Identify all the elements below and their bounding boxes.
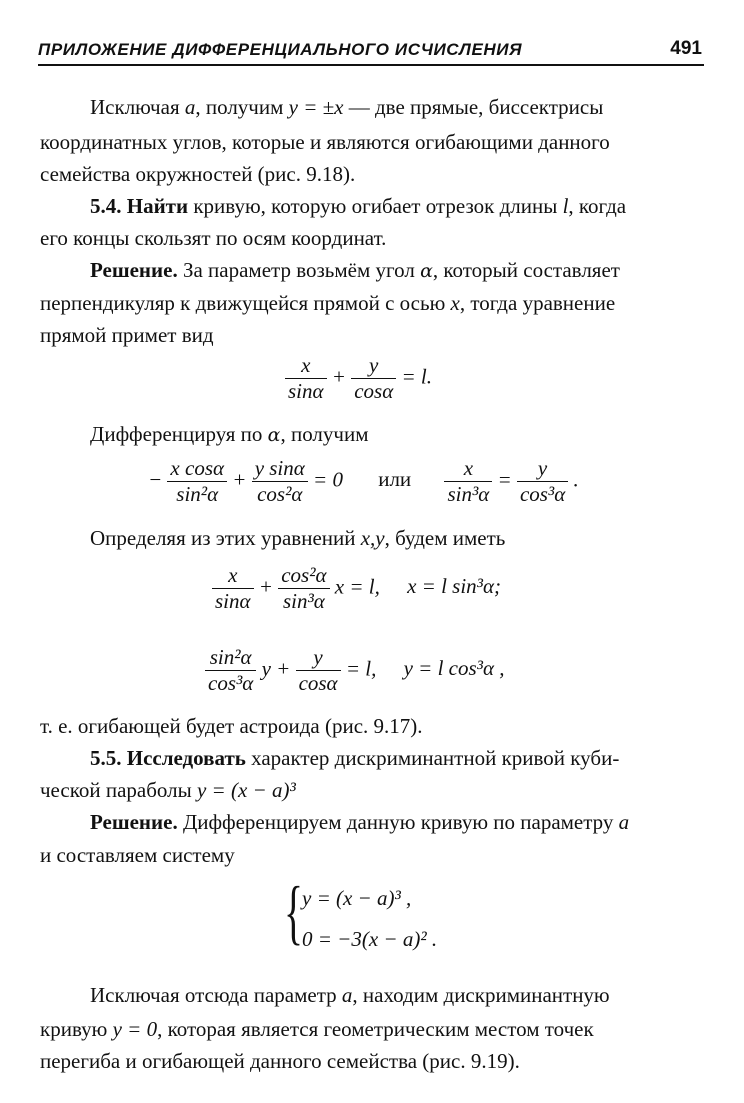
solution-5-4-line-3: прямой примет вид: [40, 323, 214, 347]
astroid-conclusion: т. е. огибающей будет астроида (рис. 9.17).: [40, 714, 423, 738]
paragraph-1-line-2: координатных углов, которые и являются огибающими данного: [40, 130, 610, 154]
problem-5-5-line-1: 5.5. Исследовать характер дискриминантной кривой куби-: [90, 746, 620, 770]
final-paragraph-line-1: Исключая отсюда параметр a, находим дискриминантную: [90, 983, 610, 1007]
solution-5-4-line-2: перпендикуляр к движущейся прямой с осью x, тогда уравнение: [40, 291, 616, 315]
differentiate-line: Дифференцируя по α, получим: [90, 422, 369, 446]
problem-5-4-line-2: его концы скользят по осям координат.: [40, 226, 387, 250]
system-equation-1: y = (x − a)³ ,: [302, 886, 412, 910]
final-paragraph-line-2: кривую y = 0, которая является геометрическим местом точек: [40, 1017, 594, 1041]
equation-y-solution: $\frac{\text{sin²α}}{\text{cos³α}}$ y + $\frac{y}{\cos\alpha}$ = l, y = l cos³α ,: [205, 647, 505, 694]
running-header-title: ПРИЛОЖЕНИЕ ДИФФЕРЕНЦИАЛЬНОГО ИСЧИСЛЕНИЯ: [38, 40, 523, 59]
problem-5-4-line-1: 5.4. Найти кривую, которую огибает отрезок длины l, когда: [90, 194, 627, 218]
paragraph-1-line-1: Исключая a, получим y = ±x — две прямые, биссектрисы: [90, 95, 604, 119]
final-paragraph-line-3: перегиба и огибающей данного семейства (рис. 9.19).: [40, 1049, 520, 1073]
solution-5-5-line-1: Решение. Дифференцируем данную кривую по параметру a: [90, 810, 630, 834]
solution-5-4-line-1: Решение. За параметр возьмём угол α, который составляет: [90, 258, 620, 282]
paragraph-1-line-3: семейства окружностей (рис. 9.18).: [40, 162, 356, 186]
problem-5-5-line-2: ческой параболы y = (x − a)³: [40, 778, 296, 802]
determine-line: Определяя из этих уравнений x,y, будем иметь: [90, 526, 506, 550]
system-brace: {: [284, 872, 304, 952]
header-rule: [38, 64, 704, 66]
equation-line-of-segment: $\frac{x}{\sin\alpha}$ + $\frac{y}{\cos\alpha}$ = l.: [285, 355, 432, 402]
system-equation-2: 0 = −3(x − a)² .: [302, 927, 438, 951]
equation-derivative: − $\frac{\text{x cosα}}{\text{sin²α}}$ + $\frac{\text{y sinα}}{\text{cos²α}}$ = 0 или $\frac{x}{\text{sin³α}}$ = $\frac{y}{\text{cos³α}}$ .: [148, 456, 579, 506]
equation-x-solution: $\frac{x}{\sin\alpha}$ + $\frac{\text{cos²α}}{\text{sin³α}}$ x = l, x = l sin³α;: [212, 565, 501, 612]
solution-5-5-line-2: и составляем систему: [40, 843, 235, 867]
page-number: 491: [670, 38, 702, 59]
